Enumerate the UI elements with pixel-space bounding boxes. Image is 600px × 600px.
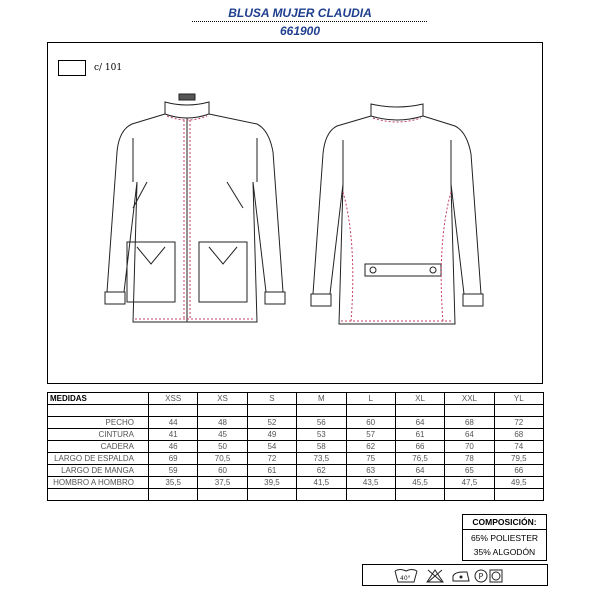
table-cell: 45 bbox=[198, 429, 247, 441]
table-cell: 39,5 bbox=[247, 477, 296, 489]
table-cell: 56 bbox=[297, 417, 346, 429]
product-title: BLUSA MUJER CLAUDIA bbox=[228, 6, 372, 20]
table-cell: 72 bbox=[494, 417, 543, 429]
table-cell: 58 bbox=[297, 441, 346, 453]
title-divider bbox=[192, 21, 427, 22]
row-label: HOMBRO A HOMBRO bbox=[48, 477, 149, 489]
row-label: CINTURA bbox=[48, 429, 149, 441]
table-cell: 60 bbox=[198, 465, 247, 477]
size-header: S bbox=[247, 393, 296, 405]
size-header: XL bbox=[395, 393, 444, 405]
no-bleach-icon bbox=[427, 570, 443, 582]
size-header: XXL bbox=[445, 393, 494, 405]
table-cell: 62 bbox=[346, 441, 395, 453]
table-cell: 66 bbox=[395, 441, 444, 453]
iron-low-icon bbox=[453, 572, 469, 581]
table-spacer-row bbox=[48, 489, 544, 501]
table-spacer-row bbox=[48, 405, 544, 417]
table-row bbox=[48, 453, 544, 465]
table-cell: 63 bbox=[346, 465, 395, 477]
table-header-row bbox=[48, 393, 544, 405]
table-cell: 47,5 bbox=[445, 477, 494, 489]
table-cell: 76,5 bbox=[395, 453, 444, 465]
table-cell: 41,5 bbox=[297, 477, 346, 489]
jacket-back-view bbox=[311, 104, 483, 324]
table-row bbox=[48, 441, 544, 453]
table-row bbox=[48, 429, 544, 441]
row-label: LARGO DE ESPALDA bbox=[48, 453, 149, 465]
size-header: YL bbox=[494, 393, 543, 405]
table-cell: 53 bbox=[297, 429, 346, 441]
size-header: XS bbox=[198, 393, 247, 405]
tumble-dry-icon bbox=[490, 570, 502, 582]
table-cell: 49 bbox=[247, 429, 296, 441]
table-cell: 64 bbox=[395, 417, 444, 429]
dryclean-letter: P bbox=[478, 572, 484, 581]
table-cell: 64 bbox=[395, 465, 444, 477]
table-cell: 54 bbox=[247, 441, 296, 453]
table-cell: 43,5 bbox=[346, 477, 395, 489]
table-cell: 68 bbox=[445, 417, 494, 429]
table-cell: 52 bbox=[247, 417, 296, 429]
composition-line: 35% ALGODÓN bbox=[473, 547, 536, 557]
table-cell: 50 bbox=[198, 441, 247, 453]
table-cell: 61 bbox=[247, 465, 296, 477]
table-cell: 41 bbox=[149, 429, 198, 441]
table-cell: 74 bbox=[494, 441, 543, 453]
jacket-front-view bbox=[105, 94, 285, 322]
product-code: 661900 bbox=[279, 24, 321, 38]
table-cell: 44 bbox=[149, 417, 198, 429]
size-header: M bbox=[297, 393, 346, 405]
row-label: LARGO DE MANGA bbox=[48, 465, 149, 477]
row-label: PECHO bbox=[48, 417, 149, 429]
composition-line: 65% POLIESTER bbox=[470, 533, 539, 543]
table-cell: 69 bbox=[149, 453, 198, 465]
table-cell: 61 bbox=[395, 429, 444, 441]
table-cell: 65 bbox=[445, 465, 494, 477]
jacket-technical-drawing bbox=[47, 42, 543, 384]
table-cell: 79,5 bbox=[494, 453, 543, 465]
table-cell: 64 bbox=[445, 429, 494, 441]
table-cell: 48 bbox=[198, 417, 247, 429]
measurements-table bbox=[47, 392, 544, 501]
size-header: XSS bbox=[149, 393, 198, 405]
table-cell: 59 bbox=[149, 465, 198, 477]
table-cell: 60 bbox=[346, 417, 395, 429]
table-cell: 46 bbox=[149, 441, 198, 453]
table-cell: 70,5 bbox=[198, 453, 247, 465]
table-cell: 73,5 bbox=[297, 453, 346, 465]
table-cell: 78 bbox=[445, 453, 494, 465]
table-cell: 37,5 bbox=[198, 477, 247, 489]
table-cell: 35,5 bbox=[149, 477, 198, 489]
table-cell: 68 bbox=[494, 429, 543, 441]
table-cell: 75 bbox=[346, 453, 395, 465]
size-header: L bbox=[346, 393, 395, 405]
table-cell: 45,5 bbox=[395, 477, 444, 489]
table-row bbox=[48, 477, 544, 489]
composition-box bbox=[462, 514, 547, 561]
table-row bbox=[48, 417, 544, 429]
table-cell: 49,5 bbox=[494, 477, 543, 489]
table-cell: 62 bbox=[297, 465, 346, 477]
dryclean-p-icon bbox=[475, 570, 487, 582]
composition-title: COMPOSICIÓN: bbox=[463, 515, 546, 530]
row-label: CADERA bbox=[48, 441, 149, 453]
table-cell: 72 bbox=[247, 453, 296, 465]
wash-40-icon bbox=[395, 570, 417, 583]
wash-temp-label: 40° bbox=[400, 575, 411, 582]
care-symbols-box bbox=[362, 564, 548, 586]
color-reference: c/ 101 bbox=[94, 63, 123, 73]
table-cell: 70 bbox=[445, 441, 494, 453]
table-cell: 66 bbox=[494, 465, 543, 477]
measures-header-label: MEDIDAS bbox=[48, 393, 149, 405]
table-row bbox=[48, 465, 544, 477]
table-cell: 57 bbox=[346, 429, 395, 441]
